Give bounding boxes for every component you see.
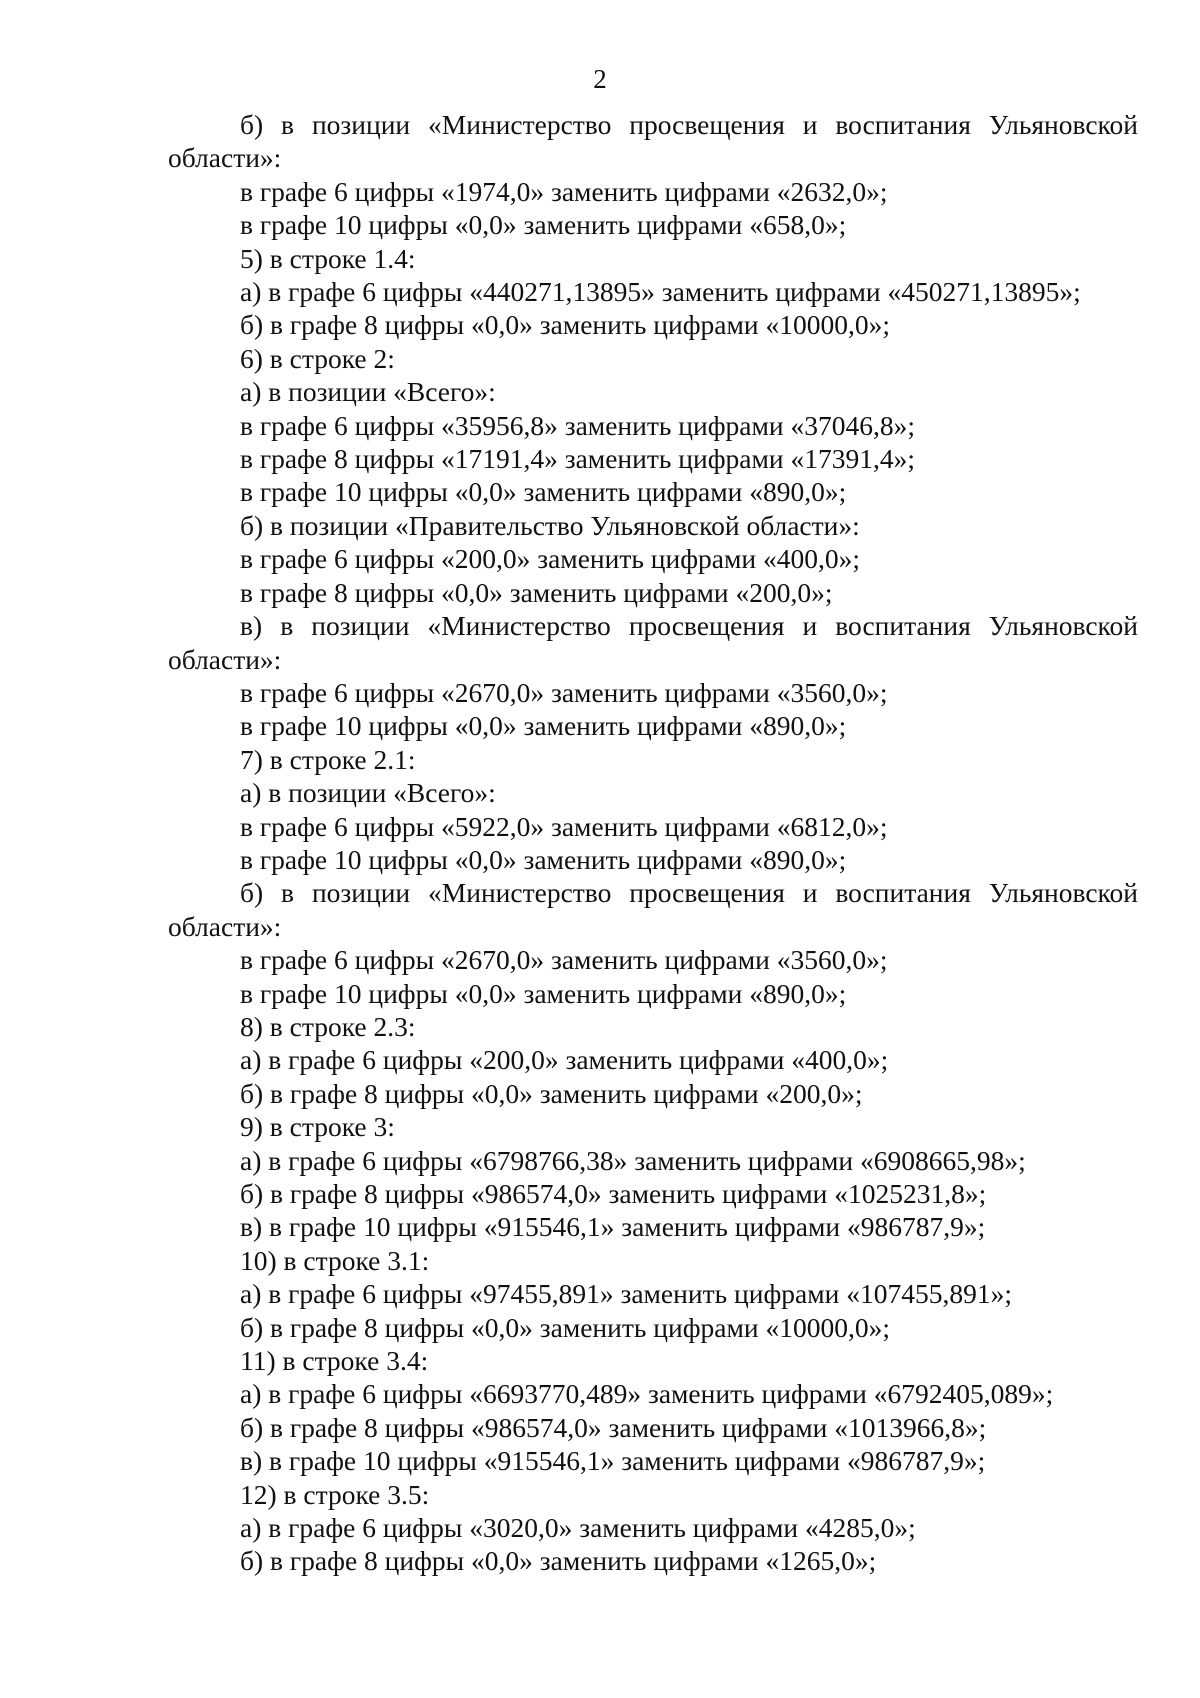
document-paragraph: б) в позиции «Министерство просвещения и воспитания Ульяновской области»: — [168, 109, 1138, 174]
document-line: б) в графе 8 цифры «0,0» заменить цифрами «1265,0»; — [240, 1545, 877, 1577]
document-line: б) в позиции «Правительство Ульяновской области»: — [240, 509, 860, 541]
document-line: в графе 10 цифры «0,0» заменить цифрами «890,0»; — [240, 977, 847, 1009]
document-line: в графе 8 цифры «0,0» заменить цифрами «200,0»; — [240, 576, 833, 608]
document-line: в) в графе 10 цифры «915546,1» заменить цифрами «986787,9»; — [240, 1445, 986, 1477]
document-line: в) в графе 10 цифры «915546,1» заменить цифрами «986787,9»; — [240, 1211, 986, 1243]
document-line: 6) в строке 2: — [240, 342, 395, 374]
document-line: 12) в строке 3.5: — [240, 1478, 430, 1510]
document-line: а) в позиции «Всего»: — [240, 777, 496, 809]
document-line: в графе 10 цифры «0,0» заменить цифрами «658,0»; — [240, 209, 847, 241]
page-number: 2 — [593, 64, 607, 94]
document-line: б) в графе 8 цифры «0,0» заменить цифрами «10000,0»; — [240, 309, 891, 341]
document-line: 9) в строке 3: — [240, 1111, 395, 1143]
document-body — [168, 108, 1138, 1578]
document-line: б) в графе 8 цифры «986574,0» заменить цифрами «1025231,8»; — [240, 1178, 987, 1209]
document-line: в графе 6 цифры «2670,0» заменить цифрами «3560,0»; — [240, 676, 888, 708]
document-line: 10) в строке 3.1: — [240, 1244, 430, 1276]
document-line: б) в графе 8 цифры «986574,0» заменить цифрами «1013966,8»; — [240, 1411, 987, 1443]
document-line: в графе 10 цифры «0,0» заменить цифрами «890,0»; — [240, 710, 847, 742]
document-line: в графе 6 цифры «2670,0» заменить цифрами «3560,0»; — [240, 944, 888, 976]
document-line: в графе 6 цифры «200,0» заменить цифрами «400,0»; — [240, 543, 860, 575]
document-line: в графе 6 цифры «5922,0» заменить цифрами «6812,0»; — [240, 810, 888, 842]
document-line: а) в графе 6 цифры «6798766,38» заменить цифрами «6908665,98»; — [240, 1144, 1026, 1176]
document-line: а) в графе 6 цифры «3020,0» заменить цифрами «4285,0»; — [240, 1512, 916, 1544]
document-paragraph: б) в позиции «Министерство просвещения и воспитания Ульяновской области»: — [168, 877, 1138, 942]
document-line: 8) в строке 2.3: — [240, 1010, 416, 1042]
document-line: в графе 10 цифры «0,0» заменить цифрами «890,0»; — [240, 476, 847, 508]
document-line: в графе 6 цифры «1974,0» заменить цифрами «2632,0»; — [240, 175, 888, 207]
document-line: 5) в строке 1.4: — [240, 242, 416, 274]
document-line: а) в графе 6 цифры «440271,13895» заменить цифрами «450271,13895»; — [240, 276, 1081, 308]
document-line: 7) в строке 2.1: — [240, 743, 416, 775]
document-paragraph: в) в позиции «Министерство просвещения и воспитания Ульяновской области»: — [168, 610, 1138, 675]
document-line: 11) в строке 3.4: — [240, 1345, 429, 1377]
document-line: а) в позиции «Всего»: — [240, 376, 496, 408]
document-line: в графе 10 цифры «0,0» заменить цифрами «890,0»; — [240, 843, 847, 875]
document-line: в графе 6 цифры «35956,8» заменить цифрами «37046,8»; — [240, 409, 915, 441]
document-line: а) в графе 6 цифры «97455,891» заменить цифрами «107455,891»; — [240, 1278, 1012, 1310]
document-line: б) в графе 8 цифры «0,0» заменить цифрами «200,0»; — [240, 1077, 863, 1109]
document-line: а) в графе 6 цифры «200,0» заменить цифрами «400,0»; — [240, 1044, 889, 1076]
document-line: а) в графе 6 цифры «6693770,489» заменить цифрами «6792405,089»; — [240, 1378, 1054, 1410]
document-line: в графе 8 цифры «17191,4» заменить цифрами «17391,4»; — [240, 443, 915, 475]
document-line: б) в графе 8 цифры «0,0» заменить цифрами «10000,0»; — [240, 1311, 891, 1343]
